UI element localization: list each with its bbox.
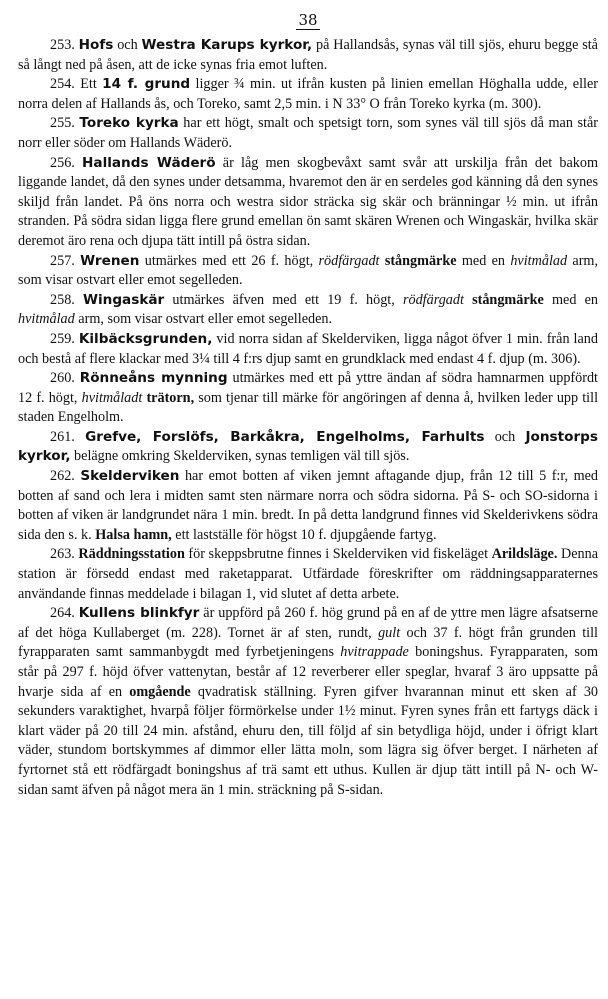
entry-text <box>464 292 472 308</box>
entry-paragraph <box>18 252 598 291</box>
entry-paragraph <box>18 36 598 75</box>
entry-text: är uppförd på 260 f. hög grund på en af de yttre men lägre afsatserne af det höga Kullaberget (m. 228). Tornet är af sten, rundt, <box>18 605 599 641</box>
entry-heading: Wingaskär <box>83 291 165 308</box>
entry-text: utmärkes äfven med ett 19 f. högt, <box>164 291 403 308</box>
entry-text: ligger ¾ min. ut ifrån kusten på linien emellan Höghalla udde, eller norra delen af Hallands ås, och Toreko, samt 2,5 min. i N 33° O från Toreko kyrka (m. 300). <box>18 76 598 112</box>
entry-text: Räddningsstation <box>78 546 185 563</box>
entry-text: utmärkes med ett på yttre ändan af södra hamnarmen uppfördt 12 f. högt, <box>18 370 598 406</box>
entry-text: för skeppsbrutne finnes i Skelderviken vid fiskeläget <box>184 546 492 563</box>
entry-paragraph <box>18 604 598 800</box>
entry-paragraph <box>18 428 598 467</box>
entry-heading: 14 f. grund <box>102 76 191 93</box>
entry-text: rödfärgadt <box>402 291 464 308</box>
entry-heading: Hallands Wäderö <box>82 154 216 171</box>
entry-text: har emot botten af viken jemnt aftagande djup, från 12 till 5 f:r, med botten af sand och lera i midten samt sten närmare norra och södra sidorna. På S- och SO-sidorna i botten af viken är landgrundet nära 1 min. bredt. In på detta landgrund finnes vid Skelderivkens södra sida den s. k. <box>18 468 598 543</box>
entry-text: 255. <box>50 115 80 132</box>
entry-heading: Hofs <box>78 37 114 53</box>
entry-text: har ett högt, smalt och spetsigt torn, som synes väl till sjös då man står norr eller söder om Hallands Wäderö. <box>18 115 599 151</box>
entry-text: stångmärke <box>472 291 544 308</box>
entry-heading: Kullens blinkfyr <box>78 605 200 622</box>
entry-text: omgående <box>129 683 191 700</box>
entry-heading: Toreko kyrka <box>79 115 179 132</box>
entry-text: Denna station är försedd endast med raketapparat. Utfärdade föreskrifter om räddningsapparaternes användande finnas meddelade i bilagan 1, vid slutet af detta arbete. <box>18 546 599 602</box>
entry-text: 264. <box>50 605 79 622</box>
entry-paragraph <box>18 467 598 545</box>
entry-text: och <box>113 37 142 53</box>
entry-text: hvitmålad <box>510 252 568 269</box>
entry-heading: Jonstorps kyrkor, <box>18 428 598 465</box>
entry-text: 260. <box>50 370 80 387</box>
entry-text: Halsa hamn, <box>95 526 172 543</box>
entry-text: 256. <box>50 154 83 171</box>
entry-paragraph <box>18 369 598 428</box>
entry-text: qvadratisk ställning. Fyren gifver hvarannan minut ett sken af 30 sekunders varaktighet, hvarpå följer förmörkelse under 1½ minut. Fyren synes från ett fartygs däck i klart väder på 20 till 24 min. afstånd, ehuru den, till följd af sin betydliga höjd, under i öfrigt klart väder, stundom bortskymmes af dimmor eller lätta moln, som lägra sig öfver berget. I närheten af fyrtornet stå ett rödfärgadt boningshus af trä samt ett uthus. Kullen är djup tätt intill på N- och W-sidan samt äfven på något mera än 1 min. sträckning på S-sidan. <box>18 683 599 798</box>
entry-text: belägne omkring Skelderviken, synas temligen väl till sjös. <box>70 448 410 465</box>
entry-text: med en <box>456 252 511 269</box>
entry-text: och <box>484 428 526 445</box>
entry-text: hvitmåladt <box>81 389 143 406</box>
entry-text: 262. <box>50 468 81 485</box>
entry-text: boningshus. Fyrapparaten, som står på 297 f. höjd öfver vattenytan, består af 12 reverberer eller speglar, hvaraf 3 äro uppsatte på hvarje sida af en <box>18 644 598 700</box>
entry-text: gult <box>378 624 401 641</box>
entry-text: som tjenar till märke för angöringen af denna å, hvilken leder upp till staden Engelholm. <box>18 389 599 426</box>
entry-heading: Grefve, Forslöfs, Barkåkra, Engelholms, Farhults <box>85 428 485 445</box>
page-number <box>18 10 598 34</box>
entry-paragraph <box>18 75 598 114</box>
entry-text: hvitrappade <box>340 644 409 661</box>
entry-text: 253. <box>50 37 79 53</box>
entry-text: vid norra sidan af Skelderviken, ligga något öfver 1 min. från land och bestå af flere klackar med 3¼ till 4 f:rs djup samt en grundklack med endast 4 f. djup (m. 306). <box>18 330 598 367</box>
entry-paragraph <box>18 291 598 330</box>
page-number-text: 38 <box>298 11 318 29</box>
entry-text: stångmärke <box>384 252 457 269</box>
entry-text: på Hallandsås, synas väl till sjös, ehuru begge stå så långt ned på åsen, att de icke synas fria emot luften. <box>18 37 598 73</box>
entry-heading: Rönneåns mynning <box>79 370 228 387</box>
entry-text: Arildsläge. <box>491 546 558 563</box>
entry-text: 263. <box>50 546 79 563</box>
entry-text: 259. <box>50 330 79 347</box>
entry-text: 254. Ett <box>50 76 103 93</box>
entry-text: rödfärgadt <box>318 252 380 269</box>
entry-text: trätorn, <box>146 389 195 406</box>
entry-text: 261. <box>50 428 86 445</box>
entry-text: hvitmålad <box>18 311 75 328</box>
entry-text: är låg men skogbevåxt samt svår att urskilja från det bakom liggande landet, då den synes under detsamma, hvaremot den är en serdeles god känning då den synes skiljd från landet. På öns norra och westra sidor sträcka sig skär och bränningar ½ min. ut ifrån stranden. På södra sidan ligga flere grund emellan ön samt skären Wrenen och Wingaskär, hvilka skär deremot äro rena och djupa tätt intill på östra sidan. <box>18 154 599 249</box>
entry-paragraph <box>18 114 598 153</box>
entry-text: ett lastställe för högst 10 f. djupgående fartyg. <box>171 526 437 543</box>
entry-heading: Westra Karups kyrkor, <box>141 37 313 53</box>
entry-text: arm, som visar ostvart eller emot segelleden. <box>18 252 599 289</box>
entry-text: arm, som visar ostvart eller emot segelleden. <box>74 311 333 328</box>
entry-text: med en <box>543 291 598 308</box>
entry-text: 258. <box>50 291 83 308</box>
entry-paragraph <box>18 330 598 369</box>
entry-paragraph <box>18 154 598 252</box>
entry-heading: Skelderviken <box>80 468 180 485</box>
entries-list <box>18 36 598 800</box>
entry-heading: Wrenen <box>80 252 140 269</box>
entry-text: och 37 f. högt från grunden till fyrapparaten samt sammanbygdt med fyrbetjeningens <box>18 624 599 661</box>
entry-text: utmärkes med ett 26 f. högt, <box>139 252 319 269</box>
entry-heading: Kilbäcksgrunden, <box>78 330 213 347</box>
entry-text: 257. <box>50 252 81 269</box>
entry-paragraph <box>18 545 598 604</box>
